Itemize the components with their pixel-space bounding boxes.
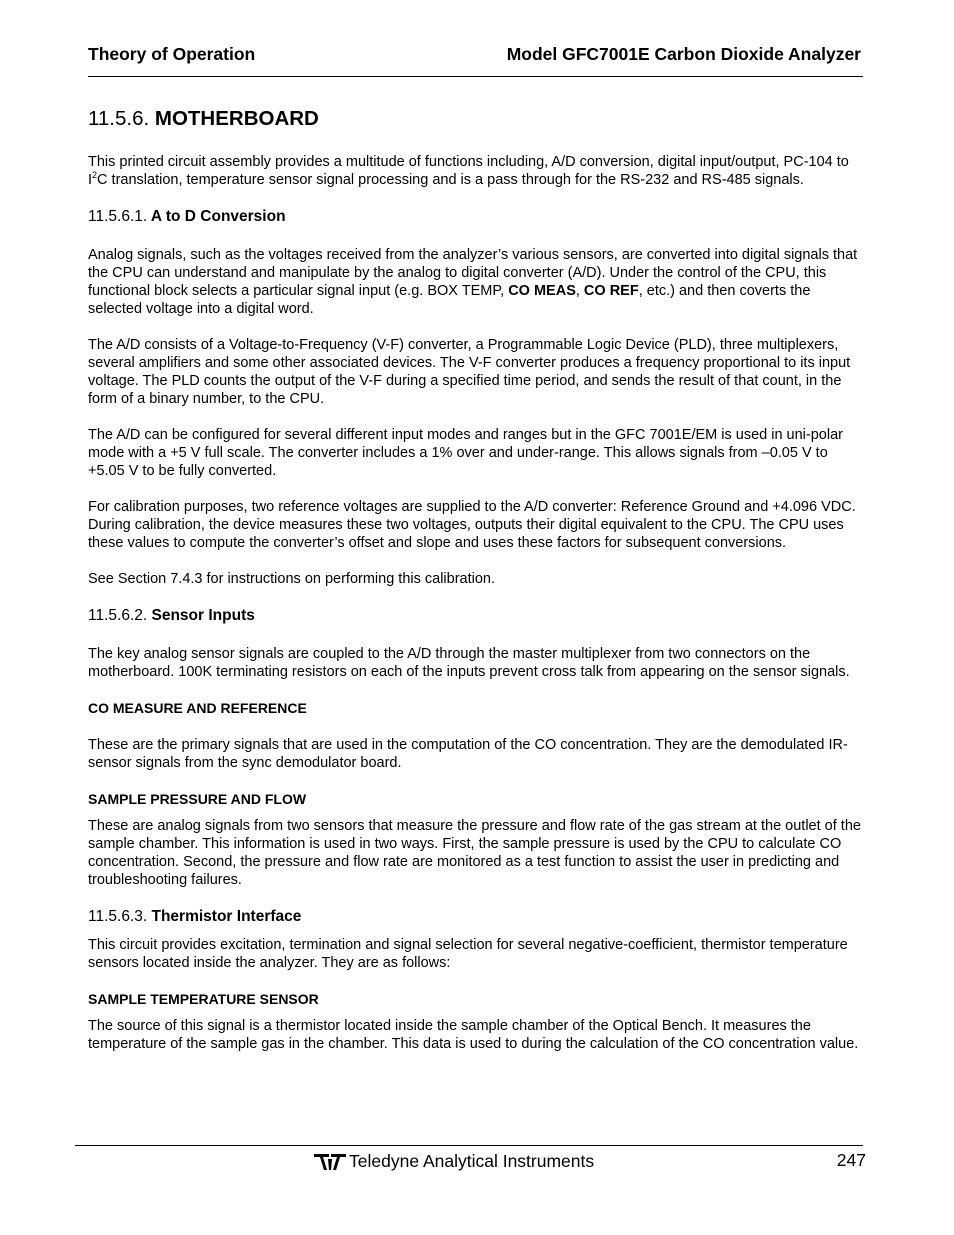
section-title: MOTHERBOARD <box>154 107 319 130</box>
intro-superscript: 2 <box>92 170 98 180</box>
page-footer <box>75 1150 866 1174</box>
paragraph: The A/D can be configured for several different input modes and ranges but in the GFC 7001E/EM is used in uni-polar mode with a +5 V full scale. The converter includes a 1% over and under-range. This allows signals from –0.05 V to +5.05 V to be fully converted. <box>88 427 843 479</box>
subsection-title: A to D Conversion <box>150 208 286 225</box>
subsection-number: 11.5.6.3. <box>88 908 148 925</box>
header-document-title: Model GFC7001E Carbon Dioxide Analyzer <box>506 44 861 64</box>
page-header <box>88 44 861 65</box>
subsection-title: Sensor Inputs <box>151 607 255 624</box>
subsection-number: 11.5.6.1. <box>88 208 148 225</box>
page-number: 247 <box>836 1150 866 1170</box>
subsection-heading-sensor-inputs <box>88 606 868 626</box>
section-number: 11.5.6. <box>88 107 150 130</box>
section-heading <box>88 106 868 132</box>
subsection-heading-ad <box>88 207 868 227</box>
section-intro <box>88 153 868 189</box>
paragraph-text: Analog signals, such as the voltages received from the analyzer’s various sensors, are converted into digital signals that the CPU can understand and manipulate by the analog to digital converter (A/D). Under the control of the CPU, this functional block selects a particular signal input (e.g. BOX TEMP, <box>88 247 858 299</box>
minor-heading: SAMPLE TEMPERATURE SENSOR <box>88 991 319 1007</box>
page-content <box>88 106 868 1071</box>
paragraph: This circuit provides excitation, termination and signal selection for several negative-coefficient, thermistor temperature sensors located inside the analyzer. They are as follows: <box>88 937 848 971</box>
paragraph: For calibration purposes, two reference voltages are supplied to the A/D converter: Reference Ground and +4.096 VDC. During calibration, the device measures these two voltages, outputs their digital equivalent to the CPU. The CPU uses these values to compute the converter’s offset and slope and uses these factors for subsequent conversions. <box>88 499 856 551</box>
paragraph: The A/D consists of a Voltage-to-Frequency (V-F) converter, a Programmable Logic Device (PLD), three multiplexers, several amplifiers and some other associated devices. The V-F converter produces a frequency proportional to its input voltage. The PLD counts the output of the V-F during a specified time period, and sends the result of that count, in the form of a binary number, to the CPU. <box>88 337 851 407</box>
paragraph: The source of this signal is a thermistor located inside the sample chamber of the Optical Bench. It measures the temperature of the sample gas in the chamber. This data is used to during the calculation of the CO concentration value. <box>88 1018 859 1052</box>
paragraph-text: , etc.) and then coverts the selected voltage into a digital word. <box>88 283 811 317</box>
intro-text-b: C translation, temperature sensor signal processing and is a pass through for the RS-232 and RS-485 signals. <box>97 172 804 188</box>
intro-text-a: This printed circuit assembly provides a multitude of functions including, A/D conversion, digital input/output, PC-104 to I <box>88 154 849 188</box>
header-section-title: Theory of Operation <box>88 44 256 64</box>
minor-heading: SAMPLE PRESSURE AND FLOW <box>88 791 307 807</box>
footer-divider <box>75 1145 863 1146</box>
paragraph: The key analog sensor signals are coupled to the A/D through the master multiplexer from two connectors on the motherboard. 100K terminating resistors on each of the inputs prevent cross talk from appearing on the sensor signals. <box>88 646 850 680</box>
subsection-number: 11.5.6.2. <box>88 607 148 624</box>
paragraph: These are analog signals from two sensors that measure the pressure and flow rate of the gas stream at the outlet of the sample chamber. This information is used in two ways. First, the sample pressure is used by the CPU to calculate CO concentration. Second, the pressure and flow rate are monitored as a test function to assist the user in predicting and troubleshooting failures. <box>88 818 861 888</box>
bold-term-co-ref: CO REF <box>583 283 639 299</box>
paragraph <box>88 246 868 318</box>
footer-brand <box>313 1150 594 1172</box>
paragraph-text: , <box>575 283 584 299</box>
paragraph: These are the primary signals that are used in the computation of the CO concentration. They are the demodulated IR-sensor signals from the sync demodulator board. <box>88 737 848 771</box>
bold-term-co-meas: CO MEAS <box>508 283 576 299</box>
subsection-title: Thermistor Interface <box>151 908 302 925</box>
teledyne-logo-icon <box>313 1150 347 1172</box>
header-divider <box>88 76 863 77</box>
minor-heading: CO MEASURE AND REFERENCE <box>88 700 307 716</box>
subsection-heading-thermistor <box>88 907 868 927</box>
footer-brand-text: Teledyne Analytical Instruments <box>349 1150 595 1171</box>
paragraph: See Section 7.4.3 for instructions on performing this calibration. <box>88 571 496 587</box>
